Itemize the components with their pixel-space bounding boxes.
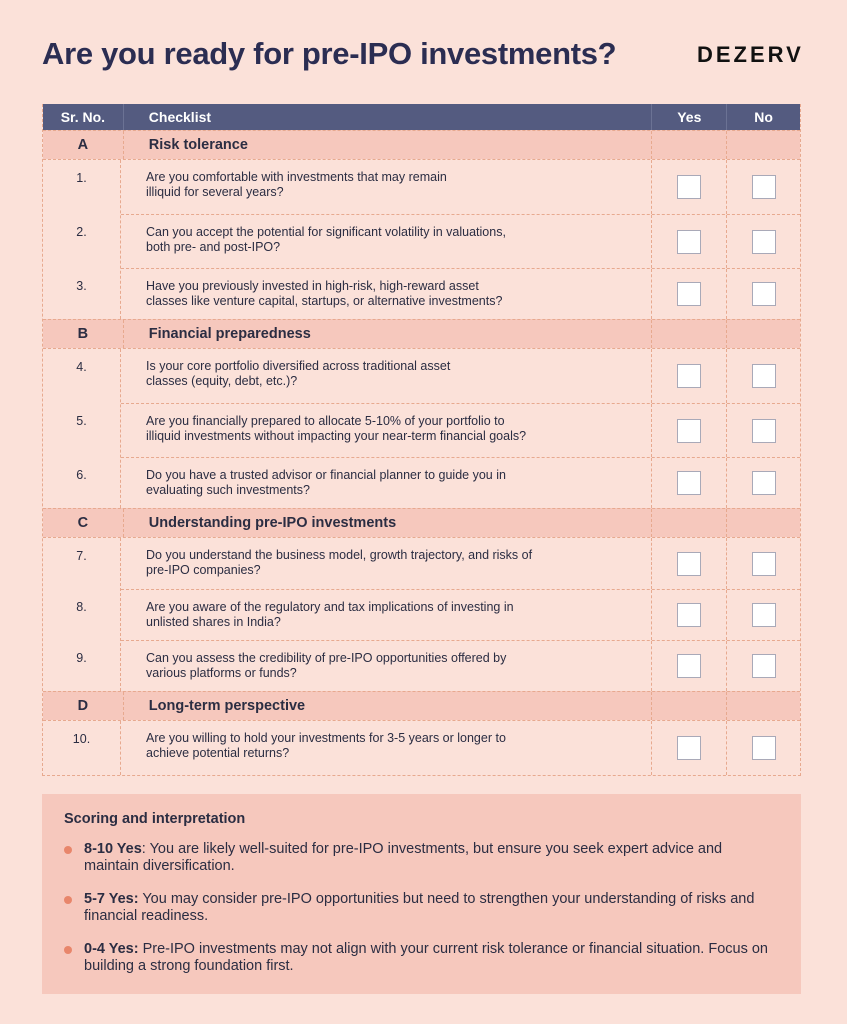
scoring-panel [42, 794, 801, 994]
yes-checkbox[interactable] [677, 654, 701, 678]
header-sr-no: Sr. No. [60, 109, 106, 125]
question-group [43, 159, 800, 319]
question-line: illiquid for several years? [146, 185, 284, 199]
scoring-item-text [84, 841, 779, 875]
question-number: 4. [76, 360, 87, 374]
section-name: Risk tolerance [123, 131, 652, 159]
question-line: Are you aware of the regulatory and tax implications of investing in [146, 600, 514, 614]
table-header [43, 104, 800, 130]
question-number: 7. [76, 549, 87, 563]
question-number: 8. [76, 600, 87, 614]
question-line: classes like venture capital, startups, or alternative investments? [146, 294, 503, 308]
question-line: Are you comfortable with investments that may remain [146, 170, 447, 184]
header-checklist: Checklist [123, 104, 652, 130]
section-no-cell [726, 692, 800, 720]
question-line: Have you previously invested in high-risk, high-reward asset [146, 279, 479, 293]
yes-cell [651, 590, 726, 640]
no-cell [726, 349, 800, 403]
scoring-range: 0-4 Yes: [84, 941, 139, 957]
question-line: pre-IPO companies? [146, 563, 261, 577]
question-line: Can you accept the potential for significant volatility in valuations, [146, 225, 506, 239]
no-checkbox[interactable] [752, 419, 776, 443]
question-text [121, 721, 651, 775]
question-column [120, 721, 800, 775]
number-column [43, 721, 120, 775]
yes-checkbox[interactable] [677, 419, 701, 443]
section-yes-cell [651, 692, 726, 720]
question-number: 1. [76, 171, 87, 185]
no-checkbox[interactable] [752, 552, 776, 576]
yes-cell [651, 349, 726, 403]
section-no-cell [726, 131, 800, 159]
question-number: 9. [76, 651, 87, 665]
section-name: Long-term perspective [123, 692, 652, 720]
question-line: classes (equity, debt, etc.)? [146, 374, 298, 388]
checklist-table [42, 104, 801, 776]
no-cell [726, 590, 800, 640]
section-id: D [77, 698, 89, 714]
section-header [43, 319, 800, 348]
question-text [121, 590, 651, 640]
yes-cell [651, 404, 726, 457]
question-number: 5. [76, 414, 87, 428]
question-number: 2. [76, 225, 87, 239]
no-checkbox[interactable] [752, 175, 776, 199]
scoring-range: 5-7 Yes: [84, 891, 139, 907]
table-row [121, 214, 800, 268]
scoring-item [64, 891, 779, 925]
scoring-item-text [84, 891, 779, 925]
table-body [43, 130, 800, 775]
section-yes-cell [651, 509, 726, 537]
no-checkbox[interactable] [752, 230, 776, 254]
table-row [121, 160, 800, 214]
yes-checkbox[interactable] [677, 552, 701, 576]
brand-logo: DEZERV [697, 42, 804, 67]
question-line: Are you willing to hold your investments for 3-5 years or longer to [146, 731, 506, 745]
scoring-item [64, 941, 779, 975]
question-line: Are you financially prepared to allocate 5-10% of your portfolio to [146, 414, 505, 428]
no-checkbox[interactable] [752, 471, 776, 495]
yes-cell [651, 458, 726, 508]
question-text [121, 269, 651, 319]
question-line: illiquid investments without impacting your near-term financial goals? [146, 429, 527, 443]
table-row [121, 403, 800, 457]
section-name: Financial preparedness [123, 320, 652, 348]
scoring-item [64, 841, 779, 875]
yes-checkbox[interactable] [677, 282, 701, 306]
bullet-icon [64, 946, 72, 954]
header-yes: Yes [651, 104, 726, 130]
no-checkbox[interactable] [752, 654, 776, 678]
yes-cell [651, 641, 726, 691]
number-column [43, 538, 120, 691]
number-column [43, 160, 120, 319]
section-no-cell [726, 509, 800, 537]
yes-checkbox[interactable] [677, 230, 701, 254]
table-row [121, 457, 800, 508]
header-no: No [726, 104, 800, 130]
yes-checkbox[interactable] [677, 364, 701, 388]
bullet-icon [64, 846, 72, 854]
table-row [121, 349, 800, 403]
section-header [43, 691, 800, 720]
question-line: Is your core portfolio diversified across traditional asset [146, 359, 451, 373]
table-row [121, 640, 800, 691]
question-column [120, 538, 800, 691]
no-cell [726, 538, 800, 589]
table-row [121, 721, 800, 775]
scoring-item-text [84, 941, 779, 975]
question-group [43, 537, 800, 691]
no-cell [726, 721, 800, 775]
scoring-list [64, 841, 779, 975]
question-line: Can you assess the credibility of pre-IPO opportunities offered by [146, 651, 507, 665]
yes-cell [651, 215, 726, 268]
yes-cell [651, 721, 726, 775]
no-cell [726, 160, 800, 214]
yes-cell [651, 160, 726, 214]
question-line: both pre- and post-IPO? [146, 240, 281, 254]
section-no-cell [726, 320, 800, 348]
no-checkbox[interactable] [752, 282, 776, 306]
section-header [43, 508, 800, 537]
question-line: Do you understand the business model, growth trajectory, and risks of [146, 548, 533, 562]
table-row [121, 538, 800, 589]
question-group [43, 348, 800, 508]
yes-checkbox[interactable] [677, 471, 701, 495]
question-text [121, 641, 651, 691]
section-name: Understanding pre-IPO investments [123, 509, 652, 537]
question-text [121, 538, 651, 589]
question-number: 10. [72, 732, 91, 746]
question-text [121, 404, 651, 457]
yes-checkbox[interactable] [677, 603, 701, 627]
scoring-description: : You are likely well-suited for pre-IPO investments, but ensure you seek expert advice and maintain diversification. [84, 841, 723, 874]
bullet-icon [64, 896, 72, 904]
section-yes-cell [651, 131, 726, 159]
question-line: achieve potential returns? [146, 746, 290, 760]
no-cell [726, 215, 800, 268]
question-column [120, 349, 800, 508]
section-id: A [77, 137, 89, 153]
section-yes-cell [651, 320, 726, 348]
yes-cell [651, 269, 726, 319]
no-cell [726, 404, 800, 457]
question-text [121, 215, 651, 268]
section-id: C [77, 515, 89, 531]
section-header [43, 130, 800, 159]
question-number: 6. [76, 468, 87, 482]
question-line: Do you have a trusted advisor or financial planner to guide you in [146, 468, 506, 482]
table-row [121, 589, 800, 640]
no-checkbox[interactable] [752, 603, 776, 627]
no-cell [726, 641, 800, 691]
scoring-description: Pre-IPO investments may not align with your current risk tolerance or financial situation. Focus on building a strong foundation first. [84, 941, 768, 974]
no-checkbox[interactable] [752, 736, 776, 760]
scoring-range: 8-10 Yes [84, 841, 142, 857]
scoring-title: Scoring and interpretation [64, 811, 246, 827]
yes-checkbox[interactable] [677, 736, 701, 760]
question-number: 3. [76, 279, 87, 293]
question-line: evaluating such investments? [146, 483, 310, 497]
no-cell [726, 458, 800, 508]
no-cell [726, 269, 800, 319]
yes-checkbox[interactable] [677, 175, 701, 199]
question-text [121, 349, 651, 403]
number-column [43, 349, 120, 508]
scoring-description: You may consider pre-IPO opportunities but need to strengthen your understanding of risks and financial readiness. [84, 891, 755, 924]
section-id: B [77, 326, 89, 342]
question-text [121, 458, 651, 508]
question-column [120, 160, 800, 319]
question-line: various platforms or funds? [146, 666, 297, 680]
question-text [121, 160, 651, 214]
page-title: Are you ready for pre-IPO investments? [42, 36, 617, 71]
question-line: unlisted shares in India? [146, 615, 281, 629]
table-row [121, 268, 800, 319]
question-group [43, 720, 800, 775]
yes-cell [651, 538, 726, 589]
no-checkbox[interactable] [752, 364, 776, 388]
